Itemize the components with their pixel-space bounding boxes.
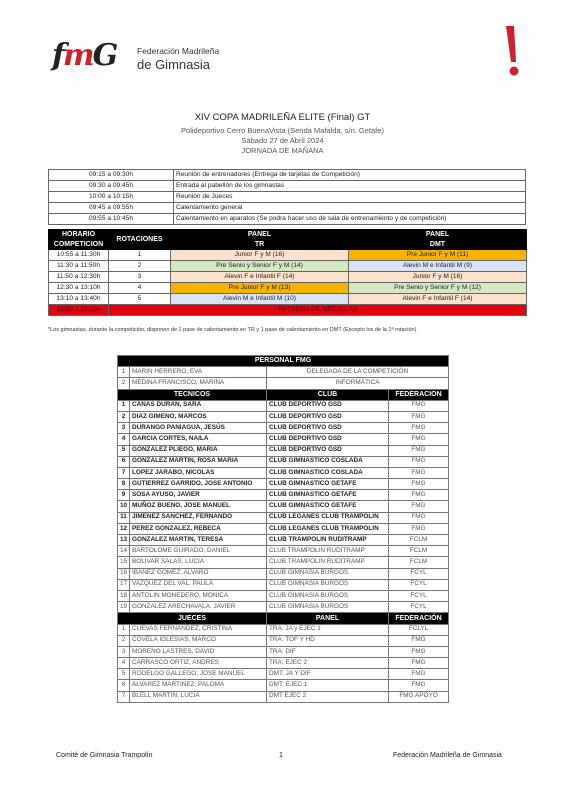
jueces-header: JUECES <box>118 613 267 624</box>
rotation-time: 11:30 a 11:50h <box>49 261 109 272</box>
tecnico-name: DIAZ GIMENO, MARCOS <box>130 411 267 422</box>
tecnico-row <box>118 411 449 422</box>
rotation-time: 11:50 a 12:30h <box>49 272 109 283</box>
personal-name: MEDINA FRANCISCO, MARINA <box>130 378 267 389</box>
panel-dmt-header-top: PANEL <box>349 230 527 240</box>
personal-role: INFORMÁTICA <box>267 378 449 389</box>
rotation-row <box>49 272 527 283</box>
tecnico-club: CLUB LEGANES CLUB TRAMPOLIN <box>267 523 389 534</box>
juez-name: ALVAREZ MARTINEZ, PALOMA <box>130 680 267 691</box>
schedule-description: Calentamiento en aparatos (Se podra hacer uso de sala de entrenamiento y de competición) <box>174 214 526 225</box>
jueces-header-row <box>118 613 449 624</box>
rotaciones-header: ROTACIONES <box>109 230 171 250</box>
juez-row <box>118 680 449 691</box>
panel-tr-group: Alevin F e Infantil F (14) <box>171 272 349 283</box>
warmup-note: *Los gimnastas, durante la competición, disponen de 1 pase de calentamiento en TR y 1 pase de calentamiento en DMT (Excepto los de la 1ª rotación) <box>48 327 417 333</box>
rotation-time: 12:30 a 13:10h <box>49 283 109 294</box>
federacion-header: FEDERACIÓN <box>389 389 449 400</box>
panel-tr-group: Pre Senio y Senior F y M (14) <box>171 261 349 272</box>
schedule-description: Calentamiento general <box>174 203 526 214</box>
tecnico-federation: FMG <box>389 523 449 534</box>
tecnico-name: ANTOLIN MONEDERO, MONICA <box>130 590 267 601</box>
panel-dmt-group: Pre Junior F y M (11) <box>349 250 527 261</box>
logo-text-line1: Federación Madrileña <box>137 46 220 56</box>
panel-dmt-group: Pre Senio y Senior F y M (12) <box>349 283 527 294</box>
tecnico-row <box>118 512 449 523</box>
juez-row <box>118 635 449 646</box>
tecnico-federation: FMG <box>389 400 449 411</box>
juez-panel: DMT EJEC 2 <box>267 691 389 702</box>
juez-federation: FMG <box>389 680 449 691</box>
tecnico-federation: FCLM <box>389 557 449 568</box>
tecnico-number: 19 <box>118 602 130 613</box>
tecnico-number: 6 <box>118 456 130 467</box>
tecnico-number: 18 <box>118 590 130 601</box>
schedule-description: Reunión de Jueces <box>174 192 526 203</box>
tecnico-federation: FMG <box>389 456 449 467</box>
juez-name: CUEVAS FERNANDEZ, CRISTINA <box>130 624 267 635</box>
tecnico-row <box>118 557 449 568</box>
logo-text-line2: de Gimnasia <box>137 57 210 72</box>
tecnico-club: CLUB TRAMPOLIN RUDITRAMP <box>267 546 389 557</box>
tecnico-number: 8 <box>118 479 130 490</box>
juez-number: 6 <box>118 680 130 691</box>
horario-header: HORARIO <box>49 230 109 240</box>
schedule-row <box>49 214 526 225</box>
tecnico-name: GONZALEZ PLIEGO, MARIA <box>130 445 267 456</box>
dmt-header: DMT <box>349 240 527 250</box>
schedule-time: 09:45 a 09:55h <box>49 203 174 214</box>
tecnico-number: 5 <box>118 445 130 456</box>
panel-tr-group: Pre Junior F y M (13) <box>171 283 349 294</box>
juez-panel: TRA: DIF <box>267 646 389 657</box>
juez-name: RODELGO GALLEGO, JOSE MANUEL <box>130 669 267 680</box>
tr-header: TR <box>171 240 349 250</box>
schedule-row <box>49 192 526 203</box>
federation-logo <box>52 38 222 78</box>
schedule-description: Reunión de entrenadores (Entrega de tarjetas de Competición) <box>174 170 526 181</box>
tecnico-row <box>118 590 449 601</box>
tecnico-federation: FCYL <box>389 590 449 601</box>
tecnico-federation: FCLM <box>389 535 449 546</box>
tecnico-federation: FMG <box>389 501 449 512</box>
personal-header-row <box>118 356 449 367</box>
tecnico-number: 1 <box>118 400 130 411</box>
tecnico-name: CAÑAS DURAN, SARA <box>130 400 267 411</box>
tecnico-club: CLUB DEPORTIVO GSD <box>267 400 389 411</box>
competicion-header: COMPETICION <box>49 240 109 250</box>
schedule-time: 09:15 a 09:30h <box>49 170 174 181</box>
tecnico-row <box>118 523 449 534</box>
juez-panel: TRA: EJEC 2 <box>267 658 389 669</box>
footer-page-number: 1 <box>279 752 283 759</box>
tecnico-row <box>118 579 449 590</box>
tecnico-number: 9 <box>118 490 130 501</box>
juez-panel: TRA: TOF Y HD <box>267 635 389 646</box>
juez-name: COVELA IGLESIAS, MARCO <box>130 635 267 646</box>
tecnico-row <box>118 602 449 613</box>
tecnico-row <box>118 501 449 512</box>
tecnico-club: CLUB TRAMPOLIN RUDITRAMP <box>267 557 389 568</box>
club-header: CLUB <box>267 389 389 400</box>
tecnico-club: CLUB GIMNASTICO GETAFE <box>267 501 389 512</box>
tecnico-federation: FCYL <box>389 602 449 613</box>
juez-row <box>118 669 449 680</box>
rotation-number: 4 <box>109 283 171 294</box>
schedule-time: 10:00 a 10:15h <box>49 192 174 203</box>
session-line: JORNADA DE MAÑANA <box>241 146 324 155</box>
panel-dmt-group: Alevin M e Infantil M (9) <box>349 261 527 272</box>
tecnico-club: CLUB GIMNASTICO GETAFE <box>267 479 389 490</box>
tecnico-number: 16 <box>118 568 130 579</box>
rotation-row <box>49 261 527 272</box>
competition-table <box>48 229 527 316</box>
juez-row <box>118 658 449 669</box>
panel-dmt-group: Alevin F e Infantil F (14) <box>349 294 527 305</box>
tecnico-club: CLUB GIMNASTICO COSLADA <box>267 456 389 467</box>
tecnico-name: BARTOLOME GUIRADO, DANIEL <box>130 546 267 557</box>
tecnicos-header-row <box>118 389 449 400</box>
tecnico-federation: FMG <box>389 479 449 490</box>
tecnico-club: CLUB GIMNASIA BURGOS <box>267 602 389 613</box>
tecnico-row <box>118 535 449 546</box>
juez-panel: DMT: JA Y DIF <box>267 669 389 680</box>
rotation-row <box>49 250 527 261</box>
panel-tr-group: Junior F y M (16) <box>171 250 349 261</box>
tecnico-row <box>118 456 449 467</box>
medals-description: ENTREGA DE MEDALLAS <box>109 305 527 316</box>
rotation-number: 3 <box>109 272 171 283</box>
tecnico-number: 11 <box>118 512 130 523</box>
juez-number: 7 <box>118 691 130 702</box>
rotation-number: 1 <box>109 250 171 261</box>
jueces-federacion-header: FEDERACIÓN <box>389 613 449 624</box>
tecnico-row <box>118 479 449 490</box>
personal-row <box>118 367 449 378</box>
schedule-row <box>49 170 526 181</box>
tecnico-club: CLUB DEPORTIVO GSD <box>267 411 389 422</box>
panel-dmt-group: Junior F y M (16) <box>349 272 527 283</box>
tecnico-federation: FCYL <box>389 579 449 590</box>
tecnico-row <box>118 568 449 579</box>
tecnico-number: 4 <box>118 434 130 445</box>
tecnico-club: CLUB DEPORTIVO GSD <box>267 434 389 445</box>
rotation-number: 2 <box>109 261 171 272</box>
tecnico-name: VAZQUEZ DEL VAL, PAULA <box>130 579 267 590</box>
tecnico-club: CLUB TRAMPOLIN RUDITRAMP <box>267 535 389 546</box>
tecnico-row <box>118 490 449 501</box>
tecnico-club: CLUB DEPORTIVO GSD <box>267 423 389 434</box>
personal-row <box>118 378 449 389</box>
tecnico-name: GONZALEZ MARTIN, ROSA MARIA <box>130 456 267 467</box>
rotation-row <box>49 283 527 294</box>
juez-name: MORENO LASTRES, DAVID <box>130 646 267 657</box>
tecnico-federation: FMG <box>389 490 449 501</box>
venue-line: Polideportivo Cerro BuenaVista (Senda Mafalda, s/n. Getafe) <box>181 126 384 135</box>
juez-row <box>118 624 449 635</box>
schedule-time: 09:30 a 09:45h <box>49 181 174 192</box>
tecnico-club: CLUB GIMNASTICO COSLADA <box>267 467 389 478</box>
juez-federation: FMG <box>389 635 449 646</box>
page-title: XIV COPA MADRILEÑA ELITE (Final) GT <box>194 112 371 123</box>
tecnico-federation: FMG <box>389 434 449 445</box>
tecnico-row <box>118 445 449 456</box>
personal-number: 1 <box>118 367 130 378</box>
tecnico-name: PEREZ GONZALEZ, REBECA <box>130 523 267 534</box>
tecnico-name: GARCIA CORTES, NAILA <box>130 434 267 445</box>
rotation-time: 10:55 a 11:30h <box>49 250 109 261</box>
tecnico-number: 10 <box>118 501 130 512</box>
rotation-number: 5 <box>109 294 171 305</box>
tecnico-name: GUTIERREZ GARRIDO, JOSE ANTONIO <box>130 479 267 490</box>
tecnico-name: MUÑOZ BUENO, JOSE MANUEL <box>130 501 267 512</box>
juez-federation: FMG APOYO <box>389 691 449 702</box>
tecnico-name: LOPEZ JARABO, NICOLAS <box>130 467 267 478</box>
tecnico-name: JIMENEZ SANCHEZ, FERNANDO <box>130 512 267 523</box>
exclamation-logo-icon <box>502 24 522 78</box>
tecnico-number: 7 <box>118 467 130 478</box>
juez-panel: DMT: EJEC 1 <box>267 680 389 691</box>
tecnico-name: SOSA AYUSO, JAVIER <box>130 490 267 501</box>
juez-number: 2 <box>118 635 130 646</box>
tecnico-club: CLUB LEGANES CLUB TRAMPOLIN <box>267 512 389 523</box>
juez-number: 3 <box>118 646 130 657</box>
juez-federation: FMG <box>389 658 449 669</box>
juez-number: 4 <box>118 658 130 669</box>
juez-number: 1 <box>118 624 130 635</box>
date-line: Sábado 27 de Abril 2024 <box>241 136 324 145</box>
tecnico-number: 13 <box>118 535 130 546</box>
panel-header: PANEL <box>267 613 389 624</box>
juez-name: BLELL MARTIN, LUCIA <box>130 691 267 702</box>
tecnico-name: DURANGO PANIAGUA, JESÚS <box>130 423 267 434</box>
staff-table <box>117 355 449 703</box>
footer-right: Federación Madrileña de Gimnasia <box>393 752 502 759</box>
tecnico-club: CLUB GIMNASIA BURGOS <box>267 579 389 590</box>
juez-row <box>118 646 449 657</box>
schedule-row <box>49 203 526 214</box>
medals-row <box>49 305 527 316</box>
tecnico-number: 3 <box>118 423 130 434</box>
tecnico-name: IBAÑEZ GOMEZ, ALVARO <box>130 568 267 579</box>
tecnico-row <box>118 467 449 478</box>
tecnico-number: 14 <box>118 546 130 557</box>
tecnico-number: 17 <box>118 579 130 590</box>
juez-panel: TRA: JA y EJEC 1 <box>267 624 389 635</box>
tecnicos-header: TECNICOS <box>118 389 267 400</box>
tecnico-federation: FCYL <box>389 568 449 579</box>
juez-federation: FMG <box>389 646 449 657</box>
personal-name: MARIN HERRERO, EVA <box>130 367 267 378</box>
tecnico-row <box>118 400 449 411</box>
footer-left: Comité de Gimnasia Trampolín <box>56 752 153 759</box>
personal-header: PERSONAL FMG <box>118 356 449 367</box>
juez-federation: FCLYL <box>389 624 449 635</box>
fmg-logo-mark: fmG <box>52 38 117 73</box>
tecnico-club: CLUB GIMNASIA BURGOS <box>267 590 389 601</box>
rotation-row <box>49 294 527 305</box>
personal-number: 2 <box>118 378 130 389</box>
medals-time: 13:50 a 14:10h <box>49 305 109 316</box>
schedule-time: 09:55 a 10:45h <box>49 214 174 225</box>
juez-federation: FMG <box>389 669 449 680</box>
schedule-table <box>48 169 526 225</box>
tecnico-federation: FMG <box>389 445 449 456</box>
juez-name: CARRASCO ORTIZ, ANDRES <box>130 658 267 669</box>
tecnico-row <box>118 546 449 557</box>
tecnico-club: CLUB GIMNASTICO GETAFE <box>267 490 389 501</box>
tecnico-federation: FMG <box>389 512 449 523</box>
juez-number: 5 <box>118 669 130 680</box>
tecnico-name: GONZALEZ MARTIN, TERESA <box>130 535 267 546</box>
schedule-row <box>49 181 526 192</box>
tecnico-federation: FMG <box>389 423 449 434</box>
rotation-time: 13:10 a 13:40h <box>49 294 109 305</box>
tecnico-number: 12 <box>118 523 130 534</box>
juez-row <box>118 691 449 702</box>
tecnico-federation: FCLM <box>389 546 449 557</box>
tecnico-row <box>118 434 449 445</box>
tecnico-name: BOLIVAR SALAS, LUCIA <box>130 557 267 568</box>
tecnico-club: CLUB DEPORTIVO GSD <box>267 445 389 456</box>
tecnico-federation: FMG <box>389 467 449 478</box>
tecnico-club: CLUB GIMNASIA BURGOS <box>267 568 389 579</box>
schedule-description: Entrada al pabellón de los gimnastas <box>174 181 526 192</box>
tecnico-federation: FMG <box>389 411 449 422</box>
panel-tr-header-top: PANEL <box>171 230 349 240</box>
personal-role: DELEGADA DE LA COMPETICIÓN <box>267 367 449 378</box>
tecnico-name: GONZALEZ ARECHAVALA, JAVIER <box>130 602 267 613</box>
tecnico-number: 2 <box>118 411 130 422</box>
panel-tr-group: Alevin M e Infantil M (10) <box>171 294 349 305</box>
tecnico-row <box>118 423 449 434</box>
tecnico-number: 15 <box>118 557 130 568</box>
